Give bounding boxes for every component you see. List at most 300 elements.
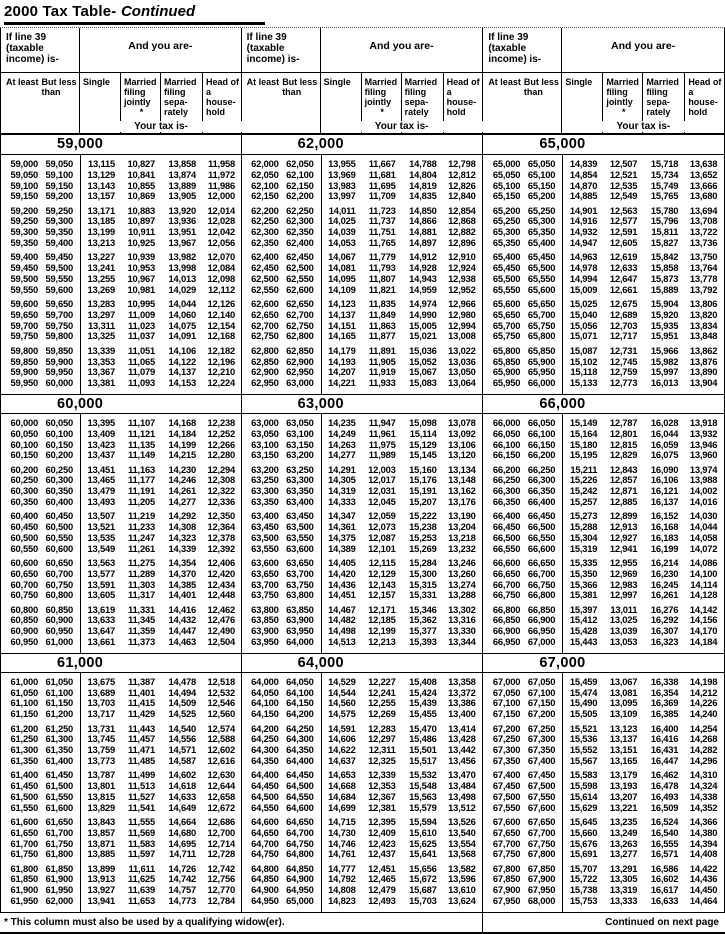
at-least-cell: 64,850 bbox=[251, 873, 279, 885]
at-least-cell: 61,600 bbox=[10, 815, 38, 827]
single-tax-cell: 13,619 bbox=[87, 603, 115, 615]
head-of-household-tax-cell: 14,464 bbox=[689, 895, 718, 907]
married-jointly-tax-cell: 11,359 bbox=[128, 625, 155, 637]
married-jointly-tax-cell: 12,059 bbox=[368, 510, 396, 522]
but-less-than-cell: 67,000 bbox=[527, 636, 556, 648]
single-tax-cell: 15,521 bbox=[569, 722, 598, 734]
head-of-household-tax-cell: 12,658 bbox=[207, 790, 235, 802]
at-least-cell: 61,350 bbox=[10, 754, 38, 766]
married-separately-tax-cell: 16,462 bbox=[650, 769, 679, 781]
head-of-household-tax-cell: 13,470 bbox=[448, 769, 476, 781]
head-of-household-tax-cell: 12,196 bbox=[207, 355, 235, 367]
married-jointly-tax-cell: 10,897 bbox=[127, 215, 155, 227]
married-separately-tax-cell: 15,315 bbox=[409, 578, 437, 590]
single-tax-cell: 15,164 bbox=[569, 427, 598, 439]
at-least-cell: 62,550 bbox=[251, 283, 279, 295]
married-separately-tax-cell: 15,982 bbox=[650, 355, 679, 367]
head-of-household-tax-cell: 14,184 bbox=[689, 636, 718, 648]
single-tax-cell: 14,333 bbox=[328, 496, 356, 508]
head-of-household-tax-cell: 12,378 bbox=[207, 531, 235, 543]
single-tax-cell: 13,325 bbox=[87, 330, 115, 342]
married-separately-tax-cell: 14,695 bbox=[168, 837, 196, 849]
married-jointly-tax-cell: 11,065 bbox=[128, 355, 155, 367]
single-tax-cell: 14,151 bbox=[328, 319, 356, 331]
at-least-cell: 63,300 bbox=[251, 485, 279, 497]
married-separately-tax-cell: 15,145 bbox=[409, 449, 437, 461]
married-separately-tax-cell: 13,858 bbox=[168, 158, 196, 169]
married-jointly-tax-cell: 11,471 bbox=[128, 744, 155, 756]
head-of-household-tax-cell: 13,316 bbox=[448, 614, 476, 626]
married-separately-tax-cell: 14,990 bbox=[409, 308, 437, 320]
married-separately-tax-cell: 14,060 bbox=[168, 308, 196, 320]
table-row bbox=[1, 285, 241, 296]
head-of-household-tax-cell: 14,226 bbox=[689, 697, 718, 709]
married-separately-tax-cell: 15,904 bbox=[650, 298, 679, 310]
table-row bbox=[242, 849, 483, 860]
section-rows bbox=[1, 414, 241, 653]
single-tax-cell: 13,395 bbox=[87, 416, 115, 428]
but-less-than-cell: 62,900 bbox=[286, 355, 314, 367]
but-less-than-cell: 62,600 bbox=[286, 283, 314, 295]
married-jointly-tax-cell: 12,997 bbox=[609, 589, 638, 601]
married-separately-tax-cell: 15,548 bbox=[409, 780, 437, 792]
married-jointly-tax-cell: 12,493 bbox=[368, 895, 396, 907]
single-tax-cell: 14,277 bbox=[328, 449, 356, 461]
married-separately-tax-cell: 16,276 bbox=[650, 603, 679, 615]
section-rows bbox=[242, 155, 483, 394]
married-separately-tax-cell: 16,617 bbox=[650, 884, 679, 896]
single-tax-cell: 14,560 bbox=[328, 697, 356, 709]
single-tax-cell: 14,025 bbox=[328, 215, 356, 227]
at-least-cell: 66,900 bbox=[492, 625, 521, 637]
head-of-household-tax-cell: 13,498 bbox=[448, 790, 476, 802]
married-separately-tax-cell: 15,284 bbox=[409, 557, 437, 568]
head-of-household-tax-cell: 13,232 bbox=[448, 542, 476, 554]
at-least-cell: 64,450 bbox=[251, 780, 279, 792]
head-of-household-tax-cell: 12,490 bbox=[207, 625, 235, 637]
head-of-household-tax-cell: 13,918 bbox=[689, 416, 718, 428]
but-less-than-cell: 63,000 bbox=[286, 377, 314, 389]
head-of-household-tax-cell: 13,568 bbox=[448, 848, 476, 860]
at-least-cell: 62,350 bbox=[251, 237, 279, 249]
but-less-than-cell: 59,700 bbox=[45, 308, 73, 320]
table-row bbox=[483, 346, 724, 357]
at-least-cell: 65,400 bbox=[492, 251, 521, 263]
married-jointly-tax-cell: 12,479 bbox=[368, 884, 396, 896]
married-jointly-tax-cell: 12,591 bbox=[609, 226, 638, 238]
but-less-than-cell: 59,950 bbox=[45, 366, 73, 378]
at-least-cell: 66,250 bbox=[492, 474, 521, 486]
single-tax-cell: 14,668 bbox=[328, 780, 356, 792]
at-least-cell: 67,100 bbox=[492, 697, 521, 709]
married-separately-tax-cell: 14,494 bbox=[168, 686, 196, 698]
married-separately-tax-cell: 14,835 bbox=[409, 190, 437, 202]
single-tax-cell: 13,269 bbox=[87, 283, 115, 295]
but-less-than-cell: 64,950 bbox=[286, 884, 314, 896]
at-least-cell: 60,700 bbox=[10, 578, 38, 590]
single-tax-cell: 13,871 bbox=[87, 837, 115, 849]
married-separately-tax-cell: 15,160 bbox=[409, 463, 437, 475]
table-row bbox=[483, 331, 724, 342]
married-separately-tax-cell: 16,493 bbox=[650, 790, 679, 802]
table-row bbox=[242, 828, 483, 839]
head-of-household-tax-cell: 12,714 bbox=[207, 837, 235, 849]
but-less-than-cell: 65,150 bbox=[527, 179, 556, 191]
group-header bbox=[483, 28, 724, 73]
at-least-cell: 64,500 bbox=[251, 790, 279, 802]
table-row bbox=[242, 709, 483, 720]
but-less-than-cell: 60,300 bbox=[45, 474, 73, 486]
married-jointly-tax-cell: 10,911 bbox=[128, 226, 155, 238]
married-jointly-tax-cell: 13,249 bbox=[609, 826, 638, 838]
married-jointly-tax-cell: 12,885 bbox=[609, 496, 638, 508]
at-least-cell: 64,100 bbox=[251, 697, 279, 709]
at-least-cell: 63,400 bbox=[251, 510, 279, 522]
head-of-household-tax-cell: 13,932 bbox=[689, 427, 718, 439]
head-of-household-tax-cell: 13,204 bbox=[448, 521, 476, 533]
married-jointly-tax-cell: 13,207 bbox=[609, 790, 638, 802]
married-separately-tax-cell: 16,245 bbox=[650, 578, 679, 590]
head-of-household-tax-cell: 13,442 bbox=[448, 744, 476, 756]
married-separately-tax-cell: 14,540 bbox=[168, 722, 196, 734]
married-separately-tax-cell: 16,106 bbox=[650, 474, 679, 486]
but-less-than-cell: 67,200 bbox=[527, 708, 556, 720]
married-jointly-tax-cell: 11,121 bbox=[128, 427, 155, 439]
at-least-cell: 67,700 bbox=[492, 837, 521, 849]
married-separately-tax-cell: 13,967 bbox=[168, 237, 196, 249]
single-tax-cell: 13,255 bbox=[87, 272, 115, 284]
but-less-than-cell: 62,950 bbox=[286, 366, 314, 378]
single-tax-cell: 15,118 bbox=[570, 366, 598, 378]
head-of-household-tax-cell: 12,336 bbox=[207, 496, 235, 508]
head-of-household-tax-cell: 12,756 bbox=[207, 873, 235, 885]
single-tax-cell: 15,180 bbox=[569, 438, 598, 450]
married-separately-tax-cell: 16,013 bbox=[650, 377, 679, 389]
married-separately-tax-cell: 14,525 bbox=[168, 708, 196, 720]
married-jointly-tax-cell: 11,863 bbox=[368, 319, 396, 331]
but-less-than-cell: 60,100 bbox=[45, 427, 73, 439]
mfj-footnote-mark: * bbox=[622, 107, 626, 117]
at-least-cell: 67,000 bbox=[492, 675, 521, 687]
single-tax-cell: 13,507 bbox=[87, 510, 115, 522]
table-row bbox=[242, 756, 483, 767]
married-jointly-tax-cell: 11,709 bbox=[368, 190, 396, 202]
head-of-household-tax-cell: 13,274 bbox=[448, 578, 476, 590]
head-of-household-tax-cell: 12,084 bbox=[207, 262, 235, 274]
but-less-than-cell: 61,800 bbox=[45, 848, 73, 860]
head-of-household-tax-cell: 12,644 bbox=[207, 780, 235, 792]
but-less-than-cell: 64,500 bbox=[286, 780, 314, 792]
mfj-footnote-mark: * bbox=[380, 107, 384, 117]
but-less-than-cell: 63,250 bbox=[286, 463, 314, 475]
sections-group-1 bbox=[1, 135, 241, 912]
single-tax-cell: 13,297 bbox=[87, 308, 115, 320]
married-jointly-tax-cell: 12,605 bbox=[609, 237, 638, 249]
head-of-household-tax-cell: 12,966 bbox=[448, 298, 476, 310]
at-least-cell: 65,600 bbox=[492, 298, 521, 310]
continued-on-next-page: Continued on next page bbox=[605, 916, 719, 928]
at-least-cell: 59,650 bbox=[10, 308, 38, 320]
single-tax-cell: 15,257 bbox=[569, 496, 598, 508]
married-separately-tax-cell: 15,610 bbox=[409, 826, 437, 838]
table-row bbox=[483, 569, 724, 580]
but-less-than-cell: 62,050 bbox=[286, 158, 314, 169]
at-least-cell: 63,350 bbox=[251, 496, 279, 508]
but-less-than-cell: 59,850 bbox=[45, 344, 73, 356]
head-of-household-tax-cell: 14,198 bbox=[689, 675, 718, 687]
at-least-cell: 64,300 bbox=[251, 744, 279, 756]
head-of-household-tax-cell: 12,112 bbox=[208, 283, 235, 295]
income-header-label: If line 39 (taxable income) is- bbox=[483, 28, 562, 72]
head-of-household-tax-cell: 12,728 bbox=[207, 848, 235, 860]
status-mfj-text: Married filing jointly bbox=[124, 77, 157, 107]
but-less-than-cell: 61,150 bbox=[45, 697, 73, 709]
head-of-household-tax-cell: 13,722 bbox=[689, 226, 718, 238]
head-of-household-tax-cell: 12,140 bbox=[207, 308, 235, 320]
single-tax-cell: 13,353 bbox=[87, 355, 115, 367]
income-header-label: If line 39 (taxable income) is- bbox=[242, 28, 321, 72]
married-jointly-tax-cell: 11,947 bbox=[368, 416, 396, 428]
but-less-than-cell: 60,650 bbox=[45, 557, 73, 568]
single-tax-cell: 13,199 bbox=[87, 226, 115, 238]
but-less-than-cell: 59,300 bbox=[45, 215, 73, 227]
married-separately-tax-cell: 16,555 bbox=[650, 837, 679, 849]
at-least-cell: 65,900 bbox=[492, 366, 521, 378]
head-of-household-tax-cell: 14,212 bbox=[689, 686, 718, 698]
married-separately-tax-cell: 14,215 bbox=[168, 449, 196, 461]
married-separately-tax-cell: 14,277 bbox=[168, 496, 196, 508]
but-less-than-cell: 59,150 bbox=[45, 179, 73, 191]
section-label: 61,000 bbox=[1, 653, 241, 673]
married-jointly-tax-cell: 12,451 bbox=[368, 862, 396, 874]
married-jointly-tax-cell: 11,989 bbox=[368, 449, 396, 461]
but-less-than-cell: 61,550 bbox=[45, 790, 73, 802]
head-of-household-tax-cell: 14,394 bbox=[689, 837, 718, 849]
married-jointly-tax-cell: 11,667 bbox=[368, 158, 396, 169]
single-tax-cell: 13,815 bbox=[87, 790, 115, 802]
at-least-cell: 60,350 bbox=[10, 496, 38, 508]
single-tax-cell: 13,661 bbox=[87, 636, 115, 648]
at-least-cell: 61,400 bbox=[10, 769, 38, 781]
at-least-cell: 64,250 bbox=[251, 733, 279, 745]
head-of-household-tax-cell: 13,428 bbox=[448, 733, 476, 745]
married-jointly-tax-cell: 11,415 bbox=[128, 697, 155, 709]
married-jointly-tax-cell: 12,521 bbox=[609, 168, 638, 180]
but-less-than-cell: 66,200 bbox=[527, 449, 556, 461]
head-of-household-tax-cell: 13,988 bbox=[689, 474, 718, 486]
married-separately-tax-cell: 16,400 bbox=[650, 722, 679, 734]
head-of-household-tax-cell: 14,366 bbox=[689, 815, 718, 827]
single-tax-cell: 15,707 bbox=[569, 862, 598, 874]
at-least-cell: 63,850 bbox=[251, 614, 279, 626]
filing-status-subheader bbox=[562, 73, 724, 133]
but-less-than-cell: 60,600 bbox=[45, 542, 73, 554]
income-subheader bbox=[1, 73, 80, 133]
at-least-cell: 65,300 bbox=[492, 226, 521, 238]
head-of-household-tax-cell: 12,364 bbox=[207, 521, 235, 533]
married-separately-tax-cell: 15,207 bbox=[409, 496, 437, 508]
but-less-than-cell: 66,900 bbox=[527, 614, 556, 626]
single-tax-cell: 15,335 bbox=[569, 557, 598, 568]
married-separately-tax-cell: 14,742 bbox=[168, 873, 196, 885]
single-tax-cell: 13,773 bbox=[87, 754, 115, 766]
single-tax-cell: 14,123 bbox=[328, 298, 356, 310]
at-least-cell: 62,650 bbox=[251, 308, 279, 320]
sections-group-3 bbox=[483, 135, 724, 912]
head-of-household-tax-cell: 13,456 bbox=[448, 754, 476, 766]
married-separately-tax-cell: 16,230 bbox=[650, 567, 679, 579]
at-least-cell: 60,750 bbox=[10, 589, 38, 601]
head-of-household-tax-cell: 13,652 bbox=[689, 168, 718, 180]
status-single-label: Single bbox=[83, 77, 111, 87]
married-jointly-tax-cell: 11,583 bbox=[128, 837, 155, 849]
head-of-household-tax-cell: 13,778 bbox=[689, 272, 718, 284]
at-least-cell: 62,100 bbox=[251, 179, 279, 191]
head-of-household-tax-cell: 14,002 bbox=[689, 485, 718, 497]
but-less-than-cell: 66,350 bbox=[527, 485, 556, 497]
table-row bbox=[483, 429, 724, 440]
but-less-than-cell: 61,900 bbox=[45, 873, 73, 885]
married-separately-tax-cell: 13,998 bbox=[168, 262, 196, 274]
married-separately-tax-cell: 14,370 bbox=[168, 567, 196, 579]
at-least-cell: 66,650 bbox=[492, 567, 521, 579]
status-hoh-label: Head of a house- hold bbox=[443, 73, 483, 133]
single-tax-cell: 14,932 bbox=[569, 226, 598, 238]
head-of-household-tax-cell: 13,638 bbox=[689, 158, 718, 169]
single-tax-cell: 13,787 bbox=[87, 769, 115, 781]
married-jointly-tax-cell: 12,395 bbox=[368, 815, 396, 827]
head-of-household-tax-cell: 12,294 bbox=[207, 463, 235, 475]
single-tax-cell: 15,195 bbox=[569, 449, 598, 461]
head-of-household-tax-cell: 13,820 bbox=[689, 308, 718, 320]
head-of-household-tax-cell: 12,686 bbox=[207, 815, 235, 827]
at-least-cell: 63,700 bbox=[251, 578, 279, 590]
single-tax-cell: 13,703 bbox=[87, 697, 115, 709]
head-of-household-tax-cell: 12,000 bbox=[207, 190, 235, 202]
single-tax-cell: 14,916 bbox=[569, 215, 598, 227]
at-least-cell: 62,450 bbox=[251, 262, 279, 274]
at-least-cell: 59,000 bbox=[10, 158, 38, 169]
at-least-cell: 61,850 bbox=[10, 873, 38, 885]
married-separately-tax-cell: 16,059 bbox=[650, 438, 679, 450]
but-less-than-cell: 61,300 bbox=[45, 733, 73, 745]
married-separately-tax-cell: 14,587 bbox=[168, 754, 196, 766]
but-less-than-cell: 65,800 bbox=[527, 330, 556, 342]
single-tax-cell: 15,459 bbox=[569, 675, 598, 687]
married-separately-tax-cell: 15,269 bbox=[409, 542, 437, 554]
single-tax-cell: 14,544 bbox=[328, 686, 356, 698]
married-separately-tax-cell: 14,122 bbox=[168, 355, 196, 367]
head-of-household-tax-cell: 13,092 bbox=[448, 427, 476, 439]
married-jointly-tax-cell: 13,011 bbox=[610, 603, 638, 615]
your-tax-is-label: Your tax is- bbox=[321, 121, 483, 132]
single-tax-cell: 14,361 bbox=[328, 521, 356, 533]
married-jointly-tax-cell: 11,331 bbox=[128, 603, 155, 615]
head-of-household-tax-cell: 14,114 bbox=[690, 578, 718, 590]
single-tax-cell: 13,577 bbox=[87, 567, 115, 579]
head-of-household-tax-cell: 14,044 bbox=[689, 521, 718, 533]
at-least-cell: 63,100 bbox=[251, 438, 279, 450]
head-of-household-tax-cell: 14,282 bbox=[689, 744, 718, 756]
head-of-household-tax-cell: 13,736 bbox=[689, 237, 718, 249]
at-least-cell: 67,800 bbox=[492, 862, 521, 874]
married-jointly-tax-cell: 11,597 bbox=[128, 848, 155, 860]
married-separately-tax-cell: 16,509 bbox=[650, 801, 679, 813]
married-jointly-tax-cell: 11,821 bbox=[368, 283, 396, 295]
but-less-than-cell: 62,100 bbox=[286, 168, 314, 180]
married-jointly-tax-cell: 11,275 bbox=[128, 557, 155, 568]
at-least-cell: 63,000 bbox=[251, 416, 279, 428]
married-separately-tax-cell: 14,385 bbox=[168, 578, 196, 590]
single-tax-cell: 15,505 bbox=[569, 708, 598, 720]
single-tax-cell: 14,291 bbox=[328, 463, 356, 475]
single-tax-cell: 14,591 bbox=[328, 722, 356, 734]
married-separately-tax-cell: 14,416 bbox=[168, 603, 196, 615]
but-less-than-cell: 61,600 bbox=[45, 801, 73, 813]
table-row bbox=[1, 191, 241, 202]
married-jointly-tax-cell: 11,289 bbox=[128, 567, 155, 579]
table-row bbox=[483, 497, 724, 508]
married-jointly-tax-cell: 11,037 bbox=[128, 330, 155, 342]
at-least-cell: 59,700 bbox=[10, 319, 38, 331]
married-separately-tax-cell: 14,106 bbox=[168, 344, 196, 356]
head-of-household-tax-cell: 14,142 bbox=[689, 603, 718, 615]
single-tax-cell: 13,647 bbox=[87, 625, 115, 637]
table-row bbox=[1, 896, 241, 907]
at-least-cell: 66,600 bbox=[492, 557, 521, 568]
at-least-cell: 62,250 bbox=[251, 215, 279, 227]
table-row bbox=[483, 590, 724, 601]
head-of-household-tax-cell: 14,338 bbox=[689, 790, 718, 802]
married-jointly-tax-cell: 13,165 bbox=[609, 754, 638, 766]
head-of-household-tax-cell: 12,980 bbox=[448, 308, 476, 320]
but-less-than-cell: 67,950 bbox=[527, 884, 556, 896]
single-tax-cell: 14,637 bbox=[328, 754, 356, 766]
married-jointly-tax-cell: 11,961 bbox=[368, 427, 396, 439]
but-less-than-cell: 59,750 bbox=[45, 319, 73, 331]
head-of-household-tax-cell: 12,560 bbox=[207, 708, 235, 720]
married-separately-tax-cell: 15,641 bbox=[409, 848, 437, 860]
at-least-cell: 60,550 bbox=[10, 542, 38, 554]
at-least-cell: 65,750 bbox=[492, 330, 521, 342]
but-less-than-cell: 59,900 bbox=[45, 355, 73, 367]
head-of-household-tax-cell: 12,350 bbox=[207, 510, 235, 522]
table-row bbox=[483, 378, 724, 389]
but-less-than-cell: 62,850 bbox=[286, 344, 314, 356]
at-least-cell: 64,650 bbox=[251, 826, 279, 838]
married-jointly-tax-cell: 10,827 bbox=[127, 158, 155, 169]
head-of-household-tax-cell: 12,014 bbox=[207, 204, 235, 216]
but-less-than-cell: 65,050 bbox=[527, 158, 556, 169]
single-tax-cell: 15,381 bbox=[569, 589, 598, 601]
married-separately-tax-cell: 14,199 bbox=[168, 438, 196, 450]
but-less-than-cell: 64,350 bbox=[286, 744, 314, 756]
income-subheader bbox=[483, 73, 562, 133]
but-less-than-cell: 60,500 bbox=[45, 521, 73, 533]
and-you-are-label: And you are- bbox=[611, 40, 676, 52]
married-separately-tax-cell: 14,168 bbox=[168, 416, 196, 428]
head-of-household-tax-cell: 12,252 bbox=[207, 427, 235, 439]
at-least-cell: 65,050 bbox=[492, 168, 521, 180]
married-jointly-tax-cell: 11,401 bbox=[128, 686, 155, 698]
married-jointly-tax-cell: 13,221 bbox=[609, 801, 638, 813]
but-less-than-cell: 64,600 bbox=[286, 801, 314, 813]
married-jointly-tax-cell: 12,311 bbox=[368, 744, 396, 756]
page-title-main: 2000 Tax Table- bbox=[4, 3, 117, 20]
at-least-cell: 62,300 bbox=[251, 226, 279, 238]
qualifying-widower-footnote: * This column must also be used by a qualifying widow(er). bbox=[0, 913, 483, 932]
at-least-cell: 64,350 bbox=[251, 754, 279, 766]
